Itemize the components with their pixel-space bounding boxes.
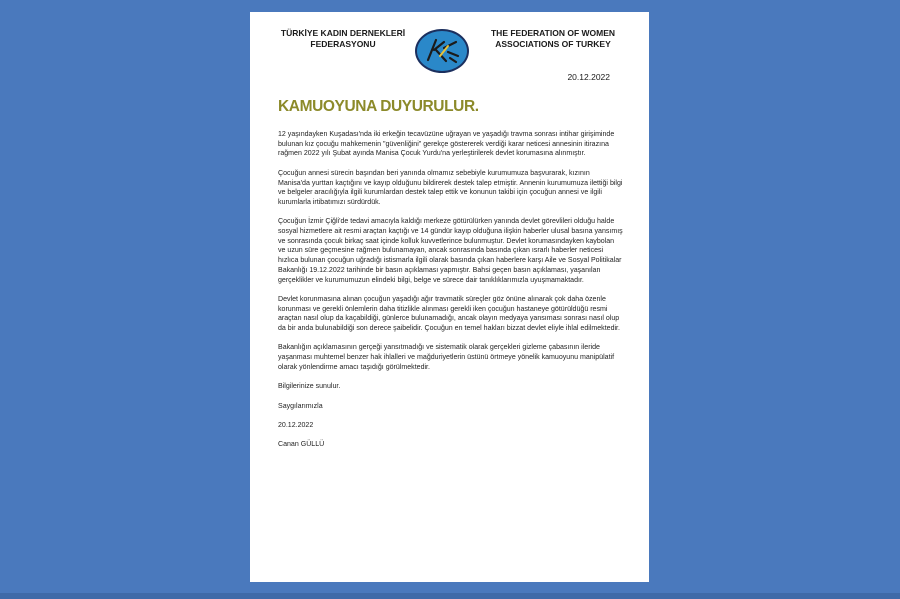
paragraph: Çocuğun annesi sürecin başından beri yanında olmamız sebebiyle kurumumuza başvurarak, kızının Manisa'da yurttan kaçtığını ve kayıp olduğunu bildirerek destek talep etmiştir. Annenin kurumumuza ilettiği bilgi ve belgeler aracılığıyla ilgili kurumlardan destek talep ettik ve konunun takibi için çocuğun annesi ve ilgili kurumlarla irtibatımızı sürdürdük.	[278, 169, 623, 206]
signature-closing: Saygılarımızla	[278, 402, 323, 410]
bottom-border	[0, 593, 900, 599]
signature-block	[278, 402, 623, 450]
signature-date: 20.12.2022	[278, 421, 314, 429]
paragraph: 12 yaşındayken Kuşadası'nda iki erkeğin tecavüzüne uğrayan ve yaşadığı travma sonrası intihar girişiminde bulunan kız çocuğu mahkemenin "güvenliğini" gerekçe göstererek verdiği karar neticesi annesinin itirazına rağmen 2022 yılı Şubat ayında Manisa Çocuk Yurdu'na yerleştirilerek devlet korumasına alınmıştır.	[278, 131, 615, 158]
org-name-turkish-line2: FEDERASYONU	[310, 39, 376, 49]
paragraph: Devlet korunmasına alınan çocuğun yaşadığı ağır travmatik süreçler göz önüne alınarak çok daha özenle korunması ve gerekli önlemlerin daha titizlikle alınması gerekli iken çocuğun hastaneye götürüldüğü resmi araçtan nasıl olup da kaçabildiği, günlerce bulunamadığı, ancak olayın medyaya yansıması sonrası nasıl olup da bir anda bulunabildiği son derece şaibelidir. Çocuğun en temel hakları bizzat devlet eliyle ihlal edilmektedir.	[278, 295, 620, 333]
org-name-turkish	[278, 28, 408, 50]
letter-page	[250, 12, 649, 582]
letter-date: 20.12.2022	[567, 72, 610, 82]
org-name-turkish-line1: TÜRKİYE KADIN DERNEKLERİ	[280, 28, 406, 38]
announcement-title: KAMUOYUNA DUYURULUR.	[278, 98, 479, 115]
org-name-english-line2: ASSOCIATIONS OF TURKEY	[495, 39, 611, 49]
paragraph: Çocuğun İzmir Çiğli'de tedavi amacıyla kaldığı merkeze götürülürken yanında devlet görevlileri olduğu halde sosyal hizmetlere ait resmi araçtan kaçtığı ve 14 gündür kayıp olduğuna ilişkin haberler ulusal basına yansımış ve sonrasında çocuk birkaç saat içinde kolluk kuvvetlerince bulunmuştur. Devlet korumasındayken kaybolan ve uzun süre geçmesine rağmen bulunamayan, ancak sonrasında basında çıkan ısrarlı haberler neticesi hızlıca bulunan çocuğun uğradığı istismarla ilgili olarak basında çıkan haberlere karşı Aile ve Sosyal Politikalar Bakanlığı 19.12.2022 tarihinde bir basın açıklaması yapmıştır. Bahsi geçen basın açıklaması, yaşanılan gerçeklikler ve kurumumuzun elindeki bilgi, belge ve sürece dair tanıklıklarımızla uyuşmamaktadır.	[278, 218, 623, 284]
org-name-english	[488, 28, 618, 50]
letter-body	[278, 130, 623, 460]
paragraph: Bilgilerinize sunulur.	[278, 383, 341, 391]
federation-logo	[414, 28, 470, 74]
signature-name: Canan GÜLLÜ	[278, 441, 325, 449]
paragraph: Bakanlığın açıklamasının gerçeği yansıtmadığı ve sistematik olarak gerçekleri gizleme çabasının ileride yaşanması muhtemel benzer hak ihlalleri ve mağduriyetlerin üstünü örtmeye yönelik kamuoyunu manipülatif olarak yönlendirme amacı taşıdığı görülmektedir.	[278, 344, 615, 371]
org-name-english-line1: THE FEDERATION OF WOMEN	[490, 28, 616, 38]
